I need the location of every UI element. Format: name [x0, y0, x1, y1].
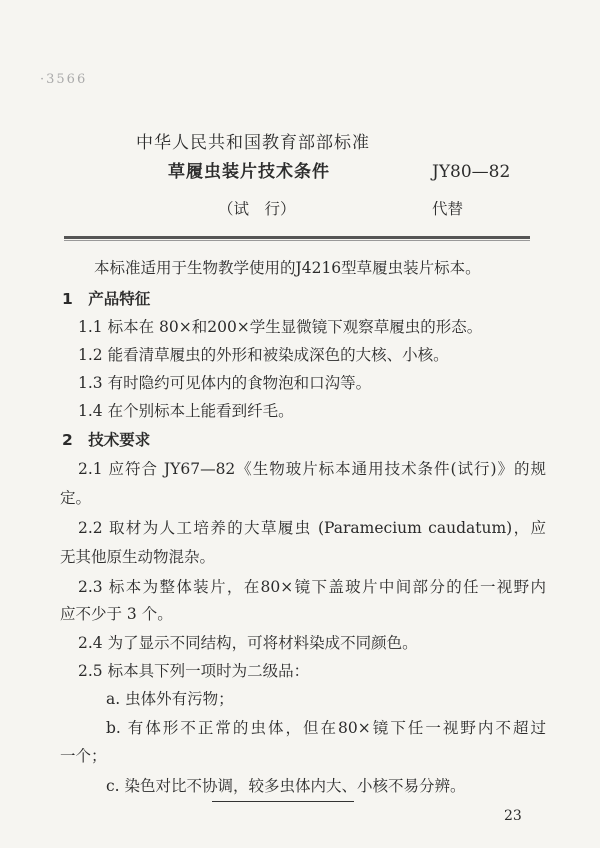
intro-paragraph: 本标准适用于生物教学使用的J4216型草履虫装片标本。 [94, 259, 481, 277]
clause-1-4: 1.4 在个别标本上能看到纤毛。 [78, 402, 294, 420]
page-number: 23 [504, 808, 522, 824]
subitem-a: a. 虫体外有污物； [106, 690, 234, 708]
issuing-authority: 中华人民共和国教育部部标准 [136, 133, 370, 153]
header-divider-thin [64, 240, 530, 241]
section-heading-2: 2 技术要求 [62, 431, 151, 449]
clause-1-3: 1.3 有时隐约可见体内的食物泡和口沟等。 [78, 374, 372, 392]
section-heading-1: 1 产品特征 [62, 290, 151, 308]
document-title: 草履虫装片技术条件 [168, 162, 330, 182]
clause-1-2: 1.2 能看清草履虫的外形和被染成深色的大核、小核。 [78, 346, 449, 364]
subitem-b: b. 有体形不正常的虫体，但在80×镜下任一视野内不超过 [106, 719, 546, 737]
clause-2-1-cont: 定。 [60, 489, 92, 507]
clause-2-1: 2.1 应符合 JY67—82《生物玻片标本通用技术条件(试行)》的规 [78, 460, 546, 478]
subitem-c: c. 染色对比不协调，较多虫体内大、小核不易分辨。 [106, 777, 466, 795]
clause-2-5: 2.5 标本具下列一项时为二级品： [78, 662, 310, 680]
header-divider [64, 236, 530, 239]
clause-1-1: 1.1 标本在 80×和200×学生显微镜下观察草履虫的形态。 [78, 318, 483, 336]
clause-2-4: 2.4 为了显示不同结构，可将材料染成不同颜色。 [78, 634, 418, 652]
clause-2-3: 2.3 标本为整体装片，在80×镜下盖玻片中间部分的任一视野内 [78, 578, 546, 596]
archive-stamp: ·3566 [40, 72, 88, 87]
replaces-label: 代替 [432, 200, 464, 218]
trial-label: （试 行） [218, 200, 296, 218]
clause-2-2: 2.2 取材为人工培养的大草履虫 (Paramecium caudatum)，应 [78, 519, 546, 537]
clause-2-3-cont: 应不少于 3 个。 [60, 605, 173, 623]
standard-code: JY80—82 [432, 162, 511, 182]
clause-2-2-cont: 无其他原生动物混杂。 [60, 548, 216, 566]
handwritten-underline [212, 801, 354, 802]
subitem-b-cont: 一个； [60, 747, 107, 765]
